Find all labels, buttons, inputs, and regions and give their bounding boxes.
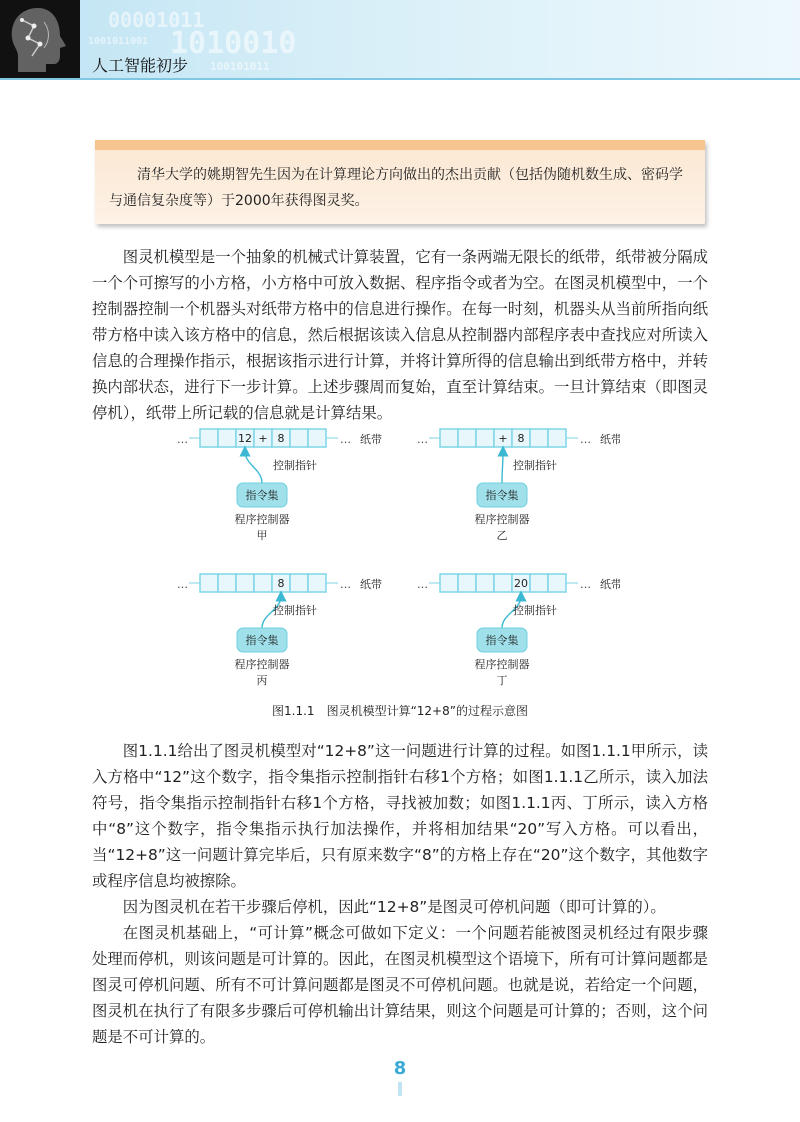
tape-cell: [308, 574, 326, 592]
control-pointer-label: 控制指针: [513, 459, 557, 472]
page-number-tick: [398, 1082, 402, 1096]
tape-cell-value: 8: [277, 577, 285, 590]
tape-cell: [290, 574, 308, 592]
tape-ellipsis-right: …: [580, 433, 591, 446]
paragraph-halting: 因为图灵机在若干步骤后停机，因此“12+8”是图灵可停机问题（即可计算的）。: [122, 898, 666, 916]
tape-cell: [440, 574, 458, 592]
note-box: [95, 140, 705, 224]
binary-decoration: 1001011001: [88, 36, 149, 47]
paragraph-process: 图1.1.1给出了图灵机模型对“12+8”这一问题进行计算的过程。如图1.1.1甲所示，读入方格中“12”这个数字，指令集指示控制指针右移1个方格；如图1.1.1乙所示，读入加法符号，指令集指示控制指针右移1个方格，寻找被加数；如图1.1.1丙、丁所示，读入方格中“8”这个数字，指令集指示执行加法操作，并将相加结果“20”写入方格。可以看出，当“12+8”这一问题计算完毕后，只有原来数字“8”的方格上存在“20”这个数字，其他数字或程序信息均被擦除。: [92, 742, 708, 890]
tape-cell: [218, 429, 236, 447]
page-header: [0, 0, 800, 80]
tape-cell: [530, 429, 548, 447]
tape-cell-value: 20: [514, 577, 528, 590]
tape-cell-value: +: [498, 432, 508, 445]
tape-cell-value: 8: [277, 432, 285, 445]
tape-cell: [476, 574, 494, 592]
tape-cell-value: 12: [238, 432, 252, 445]
tape-cell: [308, 429, 326, 447]
instruction-set-label: 指令集: [245, 634, 279, 647]
header-rule: [0, 78, 800, 80]
tape-cell: [200, 574, 218, 592]
control-pointer-arrow: [245, 451, 262, 483]
tape-label: 纸带: [600, 578, 620, 591]
panel-label: 丁: [496, 674, 508, 687]
panel-label: 丙: [256, 674, 268, 687]
binary-decoration: 1010010: [170, 26, 297, 61]
tape-cell-value: 8: [517, 432, 525, 445]
program-controller-label: 程序控制器: [234, 513, 290, 526]
control-pointer-label: 控制指针: [273, 459, 317, 472]
tape-cell: [290, 429, 308, 447]
book-title: 人工智能初步: [92, 56, 189, 75]
tape-label: 纸带: [360, 433, 382, 446]
tape-ellipsis-left: …: [177, 433, 188, 446]
control-pointer-label: 控制指针: [273, 604, 317, 617]
paragraph-computable: 在图灵机基础上，“可计算”概念可做如下定义：一个问题若能被图灵机经过有限步骤处理而停机，则该问题是可计算的。因此，在图灵机模型这个语境下，所有可计算问题都是图灵可停机问题、所有不可计算问题都是图灵不可停机问题。也就是说，若给定一个问题，图灵机在执行了有限多步骤后可停机输出计算结果，则这个问题是可计算的；否则，这个问题是不可计算的。: [92, 924, 708, 1046]
panel-label: 甲: [256, 529, 268, 542]
program-controller-label: 程序控制器: [234, 658, 290, 671]
control-pointer-label: 控制指针: [513, 604, 557, 617]
tape-cell: [236, 574, 254, 592]
program-controller-label: 程序控制器: [474, 513, 530, 526]
binary-decoration: 00001011: [108, 8, 205, 32]
tape-ellipsis-left: …: [417, 578, 428, 591]
tape-cell: [476, 429, 494, 447]
tape-cell: [218, 574, 236, 592]
tape-label: 纸带: [600, 433, 620, 446]
turing-figure: [175, 425, 620, 700]
ai-head-logo: [0, 0, 80, 80]
tape-ellipsis-right: …: [340, 433, 351, 446]
tape-cell: [254, 574, 272, 592]
tape-ellipsis-left: …: [177, 578, 188, 591]
tape-cell-value: +: [258, 432, 268, 445]
tape-ellipsis-right: …: [340, 578, 351, 591]
control-pointer-arrow: [502, 451, 503, 483]
tape-ellipsis-left: …: [417, 433, 428, 446]
tape-cell: [548, 574, 566, 592]
figure-caption: 图1.1.1 图灵机模型计算“12+8”的过程示意图: [272, 704, 528, 718]
panel-label: 乙: [496, 529, 508, 542]
tape-cell: [530, 574, 548, 592]
note-text: 清华大学的姚期智先生因为在计算理论方向做出的杰出贡献（包括伪随机数生成、密码学与通信复杂度等）于2000年获得图灵奖。: [109, 167, 683, 209]
tape-cell: [494, 574, 512, 592]
paragraph-turing-model: 图灵机模型是一个抽象的机械式计算装置，它有一条两端无限长的纸带，纸带被分隔成一个个可擦写的小方格，小方格中可放入数据、程序指令或者为空。在图灵机模型中，一个控制器控制一个机器头对纸带方格中的信息进行操作。在每一时刻，机器头从当前所指向纸带方格中读入该方格中的信息，然后根据该读入信息从控制器内部程序表中查找应对所读入信息的合理操作指示，根据该指示进行计算，并将计算所得的信息输出到纸带方格中，并转换内部状态，进行下一步计算。上述步骤周而复始，直至计算结束。一旦计算结束（即图灵停机），纸带上所记载的信息就是计算结果。: [92, 248, 708, 422]
binary-decoration: 100101011: [210, 60, 270, 73]
tape-cell: [200, 429, 218, 447]
instruction-set-label: 指令集: [485, 489, 519, 502]
page-number: 8: [393, 1058, 407, 1079]
program-controller-label: 程序控制器: [474, 658, 530, 671]
tape-ellipsis-right: …: [580, 578, 591, 591]
tape-label: 纸带: [360, 578, 382, 591]
tape-cell: [458, 429, 476, 447]
note-box-top-bar: [95, 140, 705, 150]
turing-diagram: [175, 425, 620, 700]
instruction-set-label: 指令集: [245, 489, 279, 502]
instruction-set-label: 指令集: [485, 634, 519, 647]
tape-cell: [458, 574, 476, 592]
tape-cell: [548, 429, 566, 447]
tape-cell: [440, 429, 458, 447]
